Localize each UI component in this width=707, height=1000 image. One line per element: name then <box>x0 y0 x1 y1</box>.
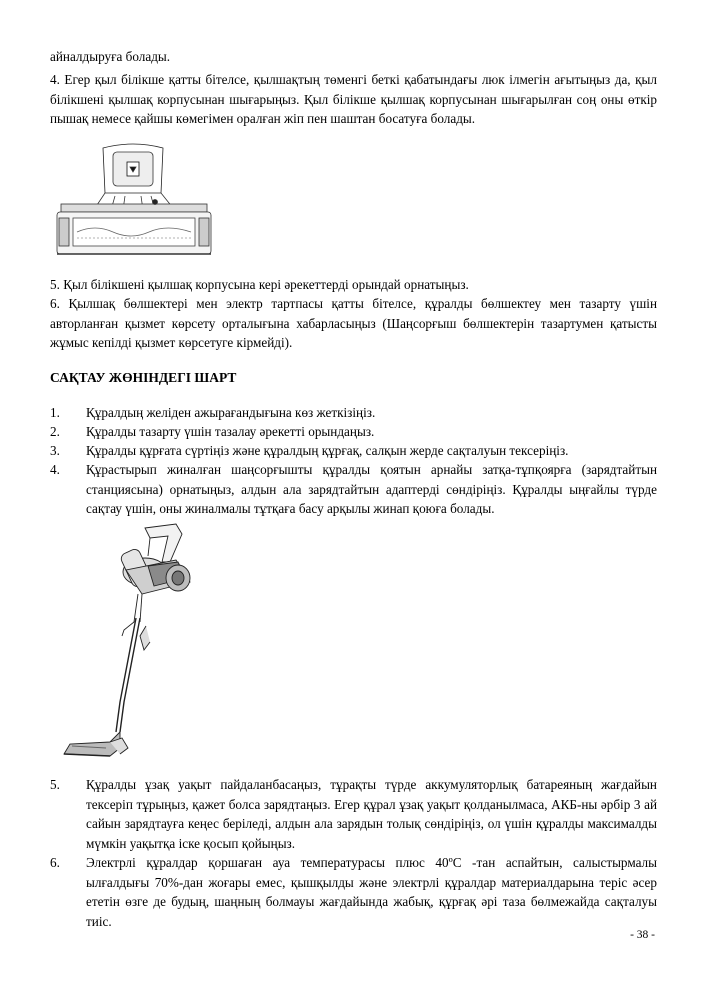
brush-head-illustration <box>55 138 213 266</box>
storage-heading: САҚТАУ ЖӨНІНДЕГІ ШАРТ <box>50 370 237 385</box>
storage-item-number: 1. <box>50 405 60 420</box>
storage-item-text: Құралды тазарту үшін тазалау әрекетті орындаңыз. <box>86 424 375 439</box>
step-5-paragraph: 5. Қыл білікшені қылшақ корпусына кері әрекеттерді орындай орнатыңыз. <box>50 277 469 292</box>
storage-item-text: Электрлі құралдар қоршаған ауа температурасы плюс 40ºС -тан аспайтын, салыстырмалы ылғалдығы 70%-дан жоғары емес, қышқылды және электрлі құралдар материалдарына теріс әсер ететін өзге де будың, шаңның болмауы жағдайында жабық, құрғақ әрі таза бөлмежайда сақталуы тиіс. <box>86 855 657 929</box>
step-6-paragraph: 6. Қылшақ бөлшектері мен электр тартпасы қатты бітелсе, құралды бөлшектеу мен тазарту үшін авторланған қызмет көрсету орталығына хабарласыңыз (Шаңсорғыш бөлшектерін тазартумен қатысты жұмыс кепілді қызмет көрсетуге кірмейді). <box>50 296 657 350</box>
storage-item-number: 3. <box>50 443 60 458</box>
storage-item-text: Құралдың желіден ажырағандығына көз жеткізіңіз. <box>86 405 376 420</box>
stick-vacuum-illustration <box>50 522 210 767</box>
storage-item-number: 4. <box>50 462 60 477</box>
storage-item-text: Құрастырып жиналған шаңсорғышты құралды қоятын арнайы затқа-тұпқоярға (зарядтайтын станциясына) орнатыңыз, алдын ала зарядтайтын адаптерді сөндіріңіз. Құралды ыңғайлы түрде сақтау үшін, оны жиналмалы тұтқаға басу арқылы жинап қоюға болады. <box>86 462 657 516</box>
storage-item-number: 5. <box>50 777 60 792</box>
intro-line: айналдыруға болады. <box>50 49 171 64</box>
storage-item-text: Құралды ұзақ уақыт пайдаланбасаңыз, тұрақты түрде аккумуляторлық батареяның жағдайын тексеріп тұрыңыз, қажет болса зарядтаңыз. Егер құрал ұзақ уақыт қолданылмаса, АКБ-ны әрбір 3 ай сайын зарядтауға кеңес беріледі, алдын ала зарядын толық сөндіріңіз, ол үшін құралды максималды мүмкін уақытқа іске қосып қойыңыз. <box>86 777 657 851</box>
storage-item-number: 2. <box>50 424 60 439</box>
storage-item-text: Құралды құрғата сүртіңіз және құралдың құрғақ, салқын жерде сақталуын тексеріңіз. <box>86 443 569 458</box>
page-number: - 38 - <box>630 929 655 941</box>
storage-item-number: 6. <box>50 855 60 870</box>
step-4-paragraph: 4. Егер қыл білікше қатты бітелсе, қылшақтың төменгі беткі қабатындағы люк ілмегін ағытыңыз да, қыл білікшені қылшақ корпусынан шығарыңыз. Қыл білікше қылшақ корпусынан шығарылған соң оны өткір пышақ немесе қайшы көмегімен оралған жіп пен шаштан босатуға болады. <box>50 72 657 126</box>
